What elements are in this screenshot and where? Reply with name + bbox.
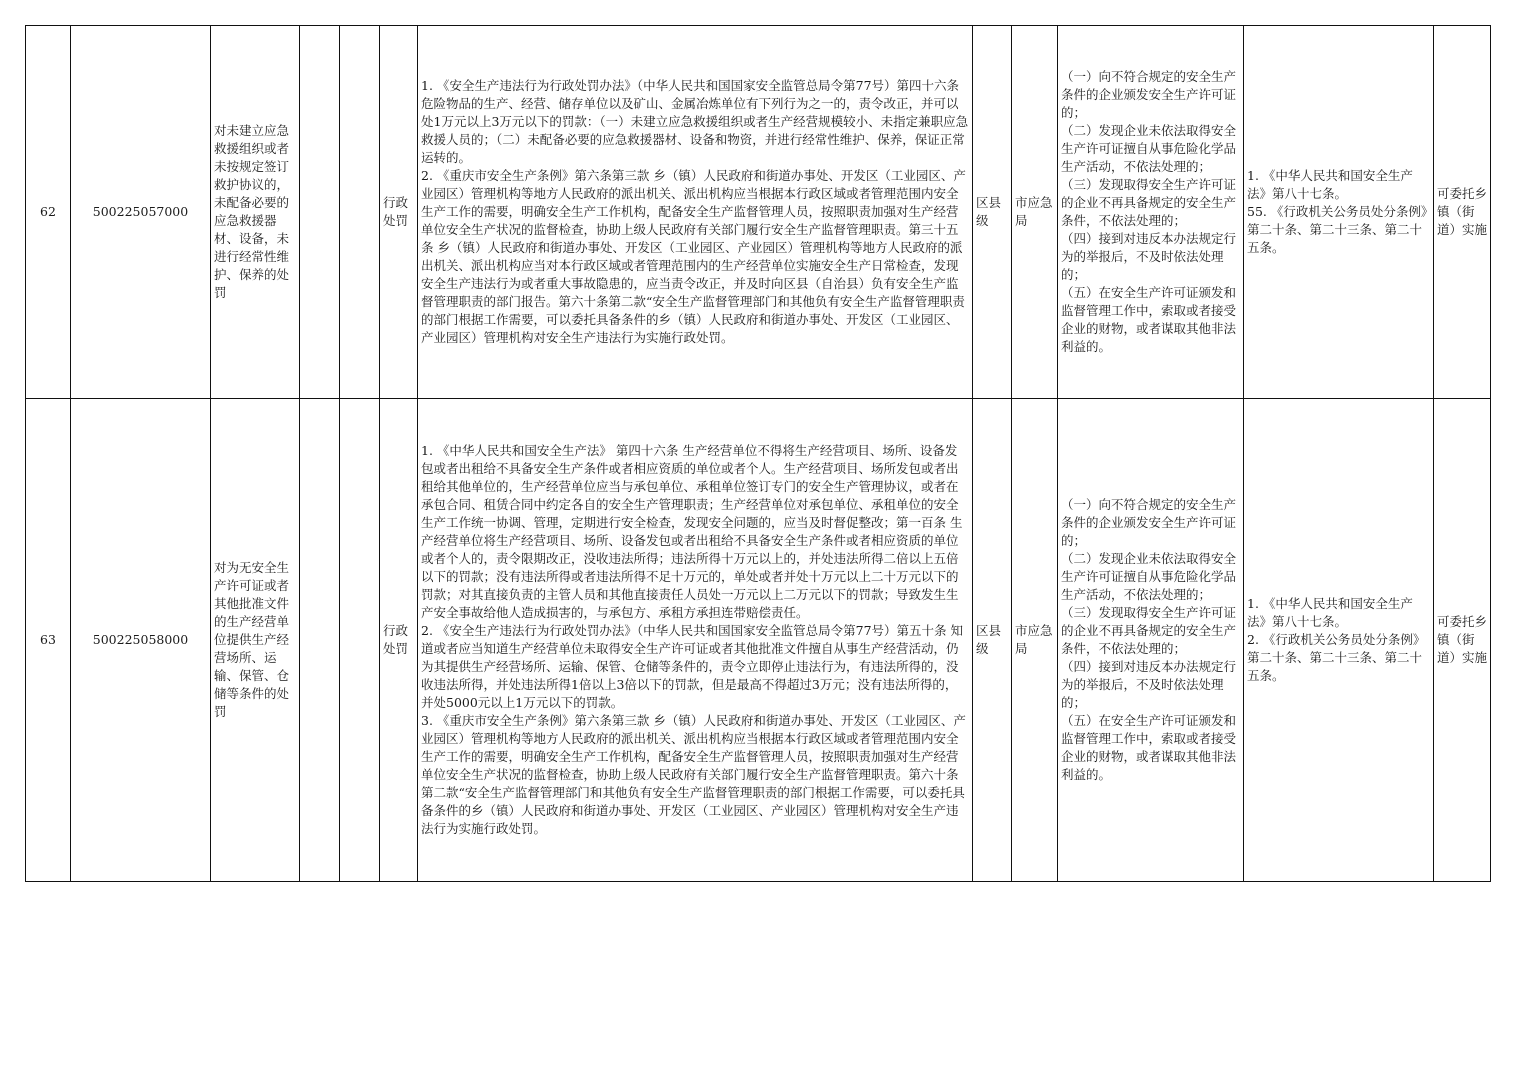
accountability-situation: （二）发现企业未依法取得安全生产许可证擅自从事危险化学品生产活动，不依法处理的；: [1061, 123, 1237, 174]
empty-cell: [340, 26, 380, 399]
item-code: 500225057000: [71, 26, 211, 399]
accountability-basis-item: 1. 《中华人民共和国安全生产法》第八十七条。: [1247, 596, 1413, 629]
remark: 可委托乡镇（街道）实施: [1434, 26, 1491, 399]
item-name: 对为无安全生产许可证或者其他批准文件的生产经营单位提供生产经营场所、运输、保管、仓储等条件的处罚: [211, 399, 300, 882]
exercise-level: 区县级: [973, 399, 1012, 882]
accountability-situations: [1058, 399, 1244, 882]
accountability-basis-item: 2. 《行政机关公务员处分条例》第二十条、第二十三条、第二十五条。: [1247, 632, 1426, 683]
legal-basis-paragraph: 2. 《安全生产违法行为行政处罚办法》（中华人民共和国国家安全监管总局令第77号）第五十条 知道或者应当知道生产经营单位未取得安全生产许可证或者其他批准文件擅自从事生产经营活动，仍为其提供生产经营场所、运输、保管、仓储等条件的，责令立即停止违法行为，有违法所得的，没收违法所得，并处违法所得1倍以上3倍以下的罚款，但是最高不得超过3万元；没有违法所得的，并处5000元以上1万元以下的罚款。: [421, 623, 964, 710]
legal-basis-paragraph: 1. 《中华人民共和国安全生产法》 第四十六条 生产经营单位不得将生产经营项目、场所、设备发包或者出租给不具备安全生产条件或者相应资质的单位或者个人。生产经营项目、场所发包或者出租给其他单位的，生产经营单位应当与承包单位、承租单位签订专门的安全生产管理协议，或者在承包合同、租赁合同中约定各自的安全生产管理职责；生产经营单位对承包单位、承租单位的安全生产工作统一协调、管理，定期进行安全检查，发现安全问题的，应当及时督促整改；第一百条 生产经营单位将生产经营项目、场所、设备发包或者出租给不具备安全生产条件或者相应资质的单位或者个人的，责令限期改正，没收违法所得；违法所得十万元以上的，并处违法所得二倍以上五倍以下的罚款；没有违法所得或者违法所得不足十万元的，单处或者并处十万元以上二十万元以下的罚款；对其直接负责的主管人员和其他直接责任人员处一万元以上二万元以下的罚款；导致发生生产安全事故给他人造成损害的，与承包方、承租方承担连带赔偿责任。: [421, 443, 963, 620]
empty-cell: [300, 399, 340, 882]
accountability-basis: [1244, 26, 1434, 399]
table-row: [26, 399, 1491, 882]
legal-basis-paragraph: 1. 《安全生产违法行为行政处罚办法》（中华人民共和国国家安全监管总局令第77号）第四十六条 危险物品的生产、经营、储存单位以及矿山、金属冶炼单位有下列行为之一的，责令改正，并可以处1万元以上3万元以下的罚款：（一）未建立应急救援组织或者生产经营规模较小、未指定兼职应急救援人员的；（二）未配备必要的应急救援器材、设备和物资，并进行经常性维护、保养，保证正常运转的。: [421, 78, 969, 165]
accountability-situation: （四）接到对违反本办法规定行为的举报后，不及时依法处理的；: [1061, 659, 1237, 710]
accountability-situations: [1058, 26, 1244, 399]
item-name: 对未建立应急救援组织或者未按规定签订救护协议的，未配备必要的应急救援器材、设备，未进行经常性维护、保养的处罚: [211, 26, 300, 399]
remark: 可委托乡镇（街道）实施: [1434, 399, 1491, 882]
accountability-situation: （五）在安全生产许可证颁发和监督管理工作中，索取或者接受企业的财物，或者谋取其他非法利益的。: [1061, 713, 1237, 782]
legal-basis-paragraph: 2. 《重庆市安全生产条例》第六条第三款 乡（镇）人民政府和街道办事处、开发区（工业园区、产业园区）管理机构等地方人民政府的派出机关、派出机构应当根据本行政区域或者管理范围内安全生产工作的需要，明确安全生产工作机构，配备安全生产监督管理人员，按照职责加强对生产经营单位安全生产状况的监督检查，协助上级人民政府有关部门履行安全生产监督管理职责。第三十五条 乡（镇）人民政府和街道办事处、开发区（工业园区、产业园区）管理机构等地方人民政府的派出机关、派出机构应当对本行政区域或者管理范围内的生产经营单位实施安全生产日常检查，发现安全生产违法行为或者重大事故隐患的，应当责令改正，并及时向区县（自治县）负有安全生产监督管理职责的部门报告。第六十条第二款“安全生产监督管理部门和其他负有安全生产监督管理职责的部门根据工作需要，可以委托具备条件的乡（镇）人民政府和街道办事处、开发区（工业园区、产业园区）管理机构对安全生产违法行为实施行政处罚。: [421, 168, 966, 345]
item-category: 行政处罚: [380, 26, 418, 399]
accountability-situation: （三）发现取得安全生产许可证的企业不再具备规定的安全生产条件，不依法处理的；: [1061, 605, 1237, 656]
item-code: 500225058000: [71, 399, 211, 882]
accountability-situation: （一）向不符合规定的安全生产条件的企业颁发安全生产许可证的；: [1061, 69, 1237, 120]
accountability-situation: （四）接到对违反本办法规定行为的举报后，不及时依法处理的；: [1061, 231, 1237, 282]
legal-basis: [418, 26, 973, 399]
accountability-basis: [1244, 399, 1434, 882]
empty-cell: [340, 399, 380, 882]
responsible-department: 市应急局: [1012, 26, 1058, 399]
exercise-level: 区县级: [973, 26, 1012, 399]
accountability-situation: （二）发现企业未依法取得安全生产许可证擅自从事危险化学品生产活动，不依法处理的；: [1061, 551, 1237, 602]
table-row: [26, 26, 1491, 399]
empty-cell: [300, 26, 340, 399]
responsible-department: 市应急局: [1012, 399, 1058, 882]
item-category: 行政处罚: [380, 399, 418, 882]
accountability-situation: （一）向不符合规定的安全生产条件的企业颁发安全生产许可证的；: [1061, 497, 1237, 548]
legal-basis-paragraph: 3. 《重庆市安全生产条例》第六条第三款 乡（镇）人民政府和街道办事处、开发区（工业园区、产业园区）管理机构等地方人民政府的派出机关、派出机构应当根据本行政区域或者管理范围内安全生产工作的需要，明确安全生产工作机构，配备安全生产监督管理人员，按照职责加强对生产经营单位安全生产状况的监督检查，协助上级人民政府有关部门履行安全生产监督管理职责。第六十条第二款“安全生产监督管理部门和其他负有安全生产监督管理职责的部门根据工作需要，可以委托具备条件的乡（镇）人民政府和街道办事处、开发区（工业园区、产业园区）管理机构对安全生产违法行为实施行政处罚。: [421, 713, 966, 836]
accountability-situation: （五）在安全生产许可证颁发和监督管理工作中，索取或者接受企业的财物，或者谋取其他非法利益的。: [1061, 285, 1237, 354]
row-number: 63: [26, 399, 71, 882]
row-number: 62: [26, 26, 71, 399]
accountability-situation: （三）发现取得安全生产许可证的企业不再具备规定的安全生产条件，不依法处理的；: [1061, 177, 1237, 228]
accountability-basis-item: 1. 《中华人民共和国安全生产法》第八十七条。: [1247, 168, 1413, 201]
accountability-basis-item: 55. 《行政机关公务员处分条例》第二十条、第二十三条、第二十五条。: [1247, 204, 1428, 255]
legal-basis: [418, 399, 973, 882]
power-list-table: [25, 25, 1491, 882]
